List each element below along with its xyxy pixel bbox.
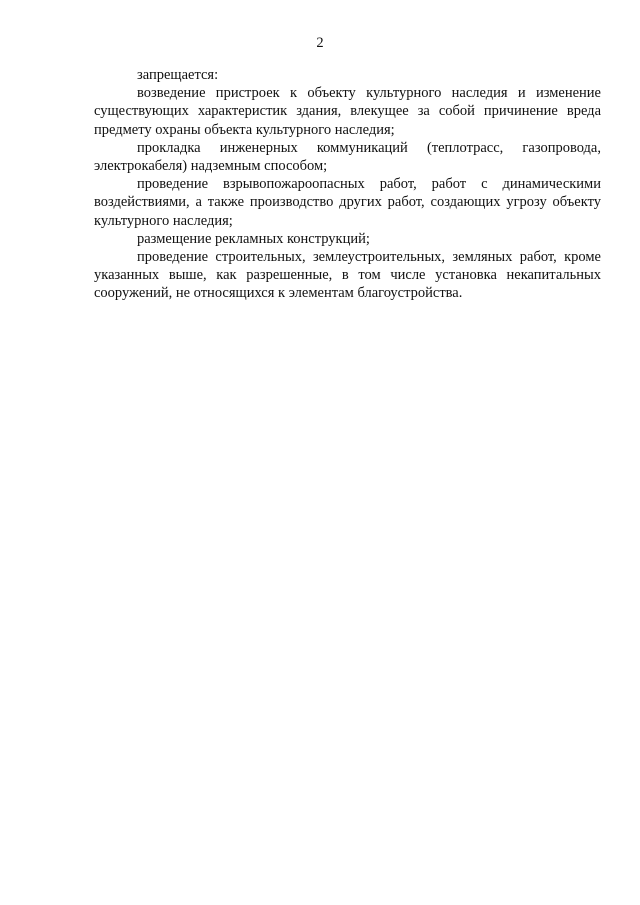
paragraph-advertising: размещение рекламных конструкций; (137, 230, 370, 247)
paragraph-construction-works: проведение строительных, землеустроительных, земляных работ, кроме указанных выше, как разрешенные, в том числе установка некапитальных сооружений, не относящихся к элементам благоустройства. (94, 249, 601, 302)
paragraph-hazardous-works: проведение взрывопожароопасных работ, работ с динамическими воздействиями, а также производство других работ, создающих угрозу объекту культурного наследия; (94, 176, 601, 229)
paragraph-prohibited-heading: запрещается: (137, 67, 219, 83)
paragraph-extensions: возведение пристроек к объекту культурного наследия и изменение существующих характеристик здания, влекущее за собой причинение вреда предмету охраны объекта культурного наследия; (94, 85, 601, 138)
page-number: 2 (316, 35, 324, 51)
paragraph-utilities: прокладка инженерных коммуникаций (теплотрасс, газопровода, электрокабеля) надземным способом; (94, 139, 601, 175)
document-body (94, 66, 601, 303)
